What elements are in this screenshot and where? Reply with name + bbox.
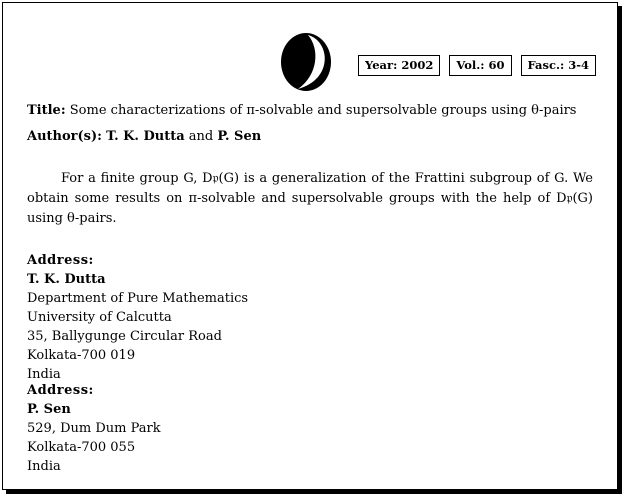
address-line: Kolkata-700 055 [27,440,136,455]
issue-info [358,55,596,76]
address-name: P. Sen [27,402,71,417]
paper-title [27,103,576,118]
fascicle-badge: Fasc.: 3-4 [521,55,597,76]
year-badge: Year: 2002 [358,55,440,76]
author-connector: and [188,129,214,144]
address-line: Department of Pure Mathematics [27,291,249,306]
volume-badge: Vol.: 60 [449,55,511,76]
address-block-2 [27,381,161,476]
authors-label: Author(s): [27,129,102,144]
address-heading: Address: [27,383,94,398]
paper-authors [27,129,261,144]
address-line: 35, Ballygunge Circular Road [27,329,222,344]
address-heading: Address: [27,253,94,268]
author-name-1: T. K. Dutta [106,129,185,144]
address-block-1 [27,251,248,384]
address-line: India [27,367,61,382]
address-line: India [27,459,61,474]
address-name: T. K. Dutta [27,272,106,287]
title-label: Title: [27,103,66,118]
abstract-text: For a finite group G, D𝔭(G) is a generalization of the Frattini subgroup of G. We obtain some results on π-solvable and supersolvable groups with the help of D𝔭(G) using θ-pairs. [27,171,593,226]
address-line: 529, Dum Dum Park [27,421,161,436]
address-line: Kolkata-700 019 [27,348,136,363]
journal-logo-icon [278,31,334,93]
address-line: University of Calcutta [27,310,172,325]
author-name-2: P. Sen [217,129,262,144]
document-page [2,2,618,490]
abstract [27,169,593,229]
title-text: Some characterizations of π-solvable and supersolvable groups using θ-pairs [69,103,577,118]
